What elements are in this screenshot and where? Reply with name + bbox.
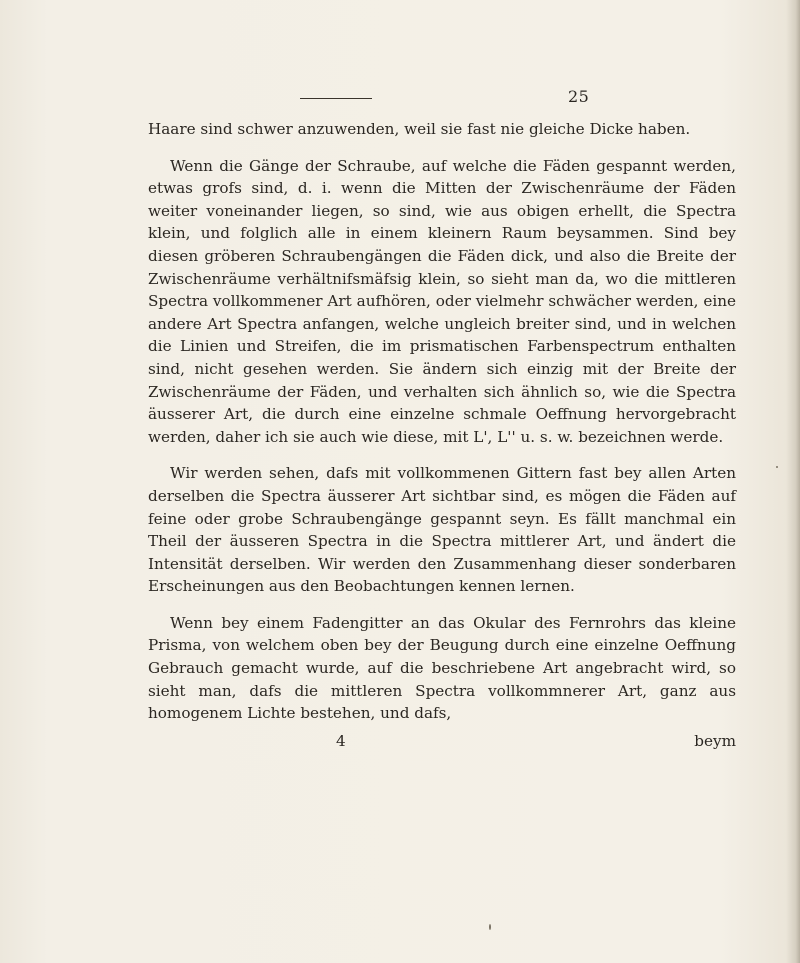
running-header [300, 86, 600, 112]
header-rule [300, 98, 372, 99]
paragraph-1: Haare sind schwer anzuwenden, weil sie fast nie gleiche Dicke haben. [148, 120, 691, 138]
signature-mark: 4 [336, 732, 346, 750]
page-number: 25 [568, 87, 590, 106]
body-text [148, 118, 736, 725]
footer-line [148, 732, 736, 756]
paragraph-2: Wenn die Gänge der Schraube, auf welche die Fäden gespannt werden, etwas grofs sind, d. i. wenn die Mitten der Zwischenräume der Fäden weiter voneinander liegen, so sind, wie aus obigen erhellt, die Spectra klein, und folglich alle in einem kleinern Raum beysammen. Sind bey diesen gröberen Schraubengängen die Fäden dick, und also die Breite der Zwischenräume verhältnifsmäfsig klein, so sieht man da, wo die mittleren Spectra vollkommener Art aufhören, oder vielmehr schwächer werden, eine andere Art Spectra anfangen, welche ungleich breiter sind, und in welchen die Linien und Streifen, die im prismatischen Farbenspectrum enthalten sind, nicht gesehen werden. Sie ändern sich einzig mit der Breite der Zwischenräume der Fäden, und verhalten sich ähnlich so, wie die Spectra äusserer Art, die durch eine einzelne schmale Oeffnung hervorgebracht werden, daher ich sie auch wie diese, mit L', L'' u. s. w. bezeichnen werde. [148, 156, 736, 446]
paper-speck [776, 466, 778, 468]
catchword: beym [694, 732, 736, 750]
page-edge-shadow [786, 0, 800, 963]
paper-speck [489, 924, 491, 930]
paragraph-3: Wir werden sehen, dafs mit vollkommenen Gittern fast bey allen Arten derselben die Spectra äusserer Art sichtbar sind, es mögen die Fäden auf feine oder grobe Schraubengänge gespannt seyn. Es fällt manchmal ein Theil der äusseren Spectra in die Spectra mittlerer Art, und ändert die Intensität derselben. Wir werden den Zusammenhang dieser sonderbaren Erscheinungen aus den Beobachtungen kennen lernen. [148, 464, 736, 596]
paragraph-4: Wenn bey einem Fadengitter an das Okular des Fernrohrs das kleine Prisma, von welchem oben bey der Beugung durch eine einzelne Oeffnung Gebrauch gemacht wurde, auf die beschriebene Art angebracht wird, so sieht man, dafs die mittleren Spectra vollkommnerer Art, ganz aus homogenem Lichte bestehen, und dafs, [148, 613, 736, 723]
